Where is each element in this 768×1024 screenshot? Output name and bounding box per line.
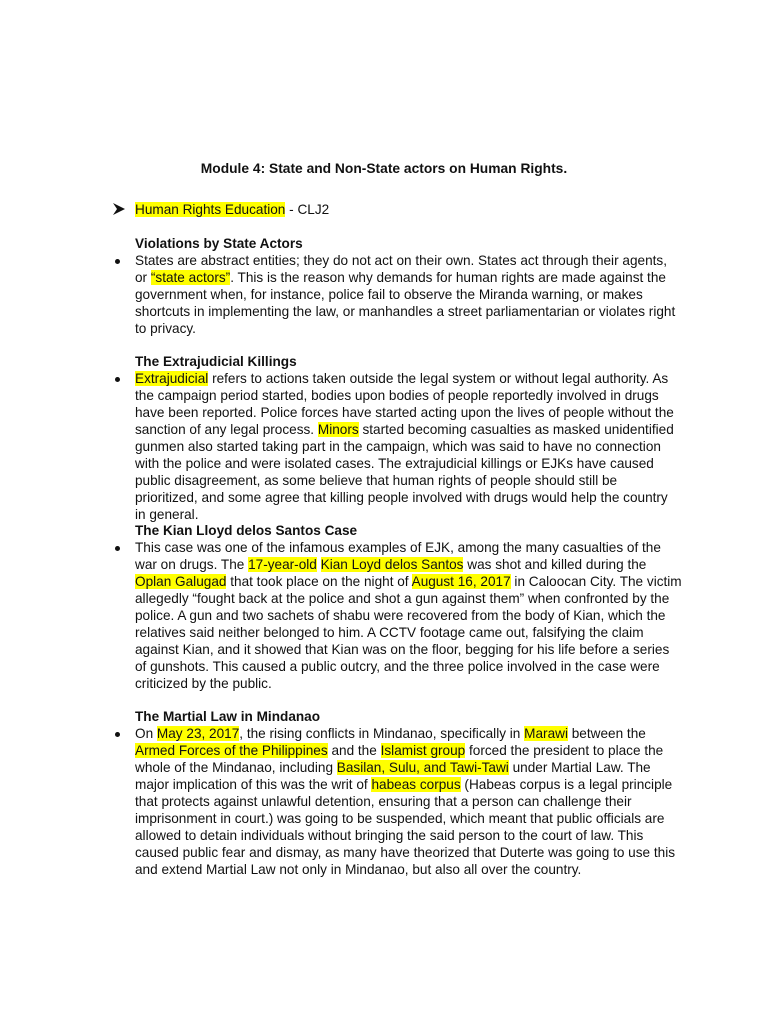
text-run: under Martial Law. The major implication of this was the writ of bbox=[135, 760, 651, 792]
arrow-bullet-icon bbox=[112, 202, 126, 216]
highlighted-text: Armed Forces of the Philippines bbox=[135, 743, 328, 758]
text-run: On bbox=[135, 726, 157, 741]
text-run: States are abstract entities; they do not act on their own. States act through their agents, or bbox=[135, 253, 667, 285]
bullet-dot-icon bbox=[115, 546, 120, 551]
highlighted-text: Minors bbox=[317, 422, 359, 437]
page-title: Module 4: State and Non-State actors on Human Rights. bbox=[200, 161, 568, 176]
section-state-actors bbox=[112, 235, 682, 337]
highlighted-text: August 16, 2017 bbox=[411, 574, 511, 589]
text-run: forced the president to place the whole of the Mindanao, including bbox=[135, 743, 664, 775]
bullet-item bbox=[112, 370, 682, 523]
bullet-dot-icon bbox=[115, 377, 120, 382]
text-run: (Habeas corpus is a legal principle that protects against unlawful detention, ensuring that a person can challenge their imprisonment in court.) was going to be suspended, which meant that public officials are allowed to detain individuals without bringing the said person to the court of law. This caused public fear and dismay, as many have theorized that Duterte was going to use this and extend Martial Law not only in Mindanao, but also all over the country. bbox=[135, 777, 676, 877]
text-run: and the bbox=[327, 743, 381, 758]
highlighted-text: Marawi bbox=[524, 726, 568, 741]
course-name: Human Rights Education bbox=[135, 202, 286, 217]
highlighted-text: habeas corpus bbox=[371, 777, 461, 792]
bullet-item bbox=[112, 539, 682, 692]
highlighted-text: 17-year-old bbox=[248, 557, 317, 572]
section-heading: Violations by State Actors bbox=[135, 236, 303, 251]
highlighted-text: Islamist group bbox=[380, 743, 466, 758]
section-extrajudicial-killings bbox=[112, 353, 682, 523]
text-run: that took place on the night of bbox=[226, 574, 412, 589]
course-code: - CLJ2 bbox=[285, 202, 330, 217]
highlighted-text: Basilan, Sulu, and Tawi-Tawi bbox=[336, 760, 509, 775]
section-kian-case bbox=[112, 522, 682, 692]
section-heading: The Kian Lloyd delos Santos Case bbox=[135, 523, 358, 538]
paragraph-text bbox=[135, 726, 675, 877]
section-heading: The Martial Law in Mindanao bbox=[135, 709, 321, 724]
highlighted-text: Oplan Galugad bbox=[135, 574, 227, 589]
text-run: between the bbox=[567, 726, 646, 741]
section-martial-law bbox=[112, 708, 682, 878]
highlighted-text: Kian Loyd delos Santos bbox=[320, 557, 464, 572]
paragraph-text bbox=[135, 540, 682, 691]
paragraph-text bbox=[135, 371, 674, 522]
bullet-item bbox=[112, 725, 682, 878]
text-run: , the rising conflicts in Mindanao, specifically in bbox=[239, 726, 525, 741]
highlighted-text: May 23, 2017 bbox=[156, 726, 240, 741]
highlighted-text: “state actors” bbox=[150, 270, 231, 285]
text-run: refers to actions taken outside the legal system or without legal authority. As the campaign period started, bodies upon bodies of people reportedly involved in drugs have been reported. Police forces have started acting upon the lives of people without the sanction of any legal process. bbox=[135, 371, 674, 437]
bullet-dot-icon bbox=[115, 732, 120, 737]
bullet-dot-icon bbox=[115, 259, 120, 264]
highlighted-text: Extrajudicial bbox=[135, 371, 209, 386]
text-run: This case was one of the infamous examples of EJK, among the many casualties of the war on drugs. The bbox=[135, 540, 661, 572]
text-run: . This is the reason why demands for human rights are made against the government when, for instance, police fail to observe the Miranda warning, or makes shortcuts in implementing the law, or manhandles a street parliamentarian or violates right to privacy. bbox=[135, 270, 676, 336]
text-run: was shot and killed during the bbox=[463, 557, 647, 572]
text-run: in Caloocan City. The victim allegedly “fought back at the police and shot a gun against them” when confronted by the police. A gun and two sachets of shabu were recovered from the body of Kian, which the relatives said neither belonged to him. A CCTV footage came out, falsifying the claim against Kian, and it showed that Kian was on the floor, begging for his life before a series of gunshots. This caused a public outcry, and the three police involved in the case were criticized by the public. bbox=[135, 574, 682, 691]
section-heading: The Extrajudicial Killings bbox=[135, 354, 297, 369]
paragraph-text bbox=[135, 253, 675, 336]
bullet-item bbox=[112, 252, 682, 337]
text-run: started becoming casualties as masked unidentified gunmen also started taking part in the campaign, which was said to have no connection with the police and were isolated cases. The extrajudicial killings or EJKs have caused public disagreement, as some believe that human rights of people should still be prioritized, and some agree that killing people involved with drugs would help the country in general. bbox=[135, 422, 674, 522]
